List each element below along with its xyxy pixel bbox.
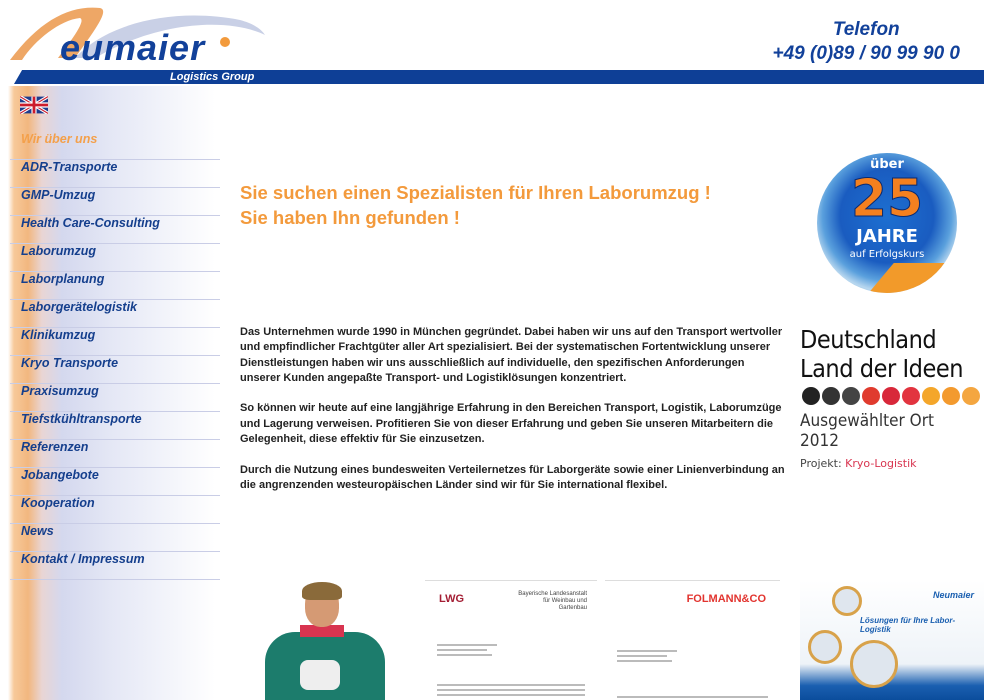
sidebar-item-laborplanung[interactable]: Laborplanung (10, 272, 220, 300)
sidebar-item-adr-transporte[interactable]: ADR-Transporte (10, 160, 220, 188)
sidebar-item-kooperation[interactable]: Kooperation (10, 496, 220, 524)
badge-bottom: auf Erfolgskurs (849, 249, 925, 260)
award-line-3: Ausgewählter Ort 2012 (800, 411, 935, 451)
employee-photo[interactable] (240, 580, 412, 700)
badge-top: über (870, 157, 904, 172)
sidebar-item-jobangebote[interactable]: Jobangebote (10, 468, 220, 496)
sidebar-item-wir-über-uns[interactable]: Wir über uns (10, 132, 220, 160)
logo-wordmark: eumaier (60, 27, 206, 68)
paragraph: So können wir heute auf eine langjährige Erfahrung in den Bereichen Transport, Logistik, Laborumzüge und Lagerung verweisen. Profitieren Sie von dieser Erfahrung und geben Sie unseren Mitarbeitern die Gelegenheit, diese effektiv für Sie einzusetzen. (240, 402, 782, 446)
award-project: Projekt: Kryo-Logistik (800, 457, 917, 470)
headline-line-1: Sie suchen einen Spezialisten für Ihren Laborumzug ! (240, 182, 711, 203)
road-graphic (860, 263, 957, 293)
badge-word: JAHRE (856, 226, 918, 247)
brochure-title: Lösungen für Ihre Labor-Logistik (860, 616, 956, 634)
main-nav (10, 132, 220, 580)
25-years-badge[interactable] (817, 153, 957, 293)
doc-logo: FOLMANN&CO (686, 593, 766, 605)
reference-letter-folmann[interactable] (605, 580, 780, 700)
land-der-ideen-award[interactable] (800, 325, 984, 473)
doc-logo: LWG (439, 593, 465, 605)
paragraph: Das Unternehmen wurde 1990 in München gegründet. Dabei haben wir uns auf den Transport wertvoller und empfindlicher Frachtgüter aller Art spezialisiert. Bei der systematischen Fortentwicklung unserer Dienstleistungen haben wir uns ausschließlich auf individuelle, den spezifischen Anforderungen unserer Kunden angepaßte Transport- und Logistiklösungen konzentriert. (240, 326, 783, 384)
sidebar-item-referenzen[interactable]: Referenzen (10, 440, 220, 468)
headline-line-2: Sie haben Ihn gefunden ! (240, 207, 460, 228)
sidebar-item-praxisumzug[interactable]: Praxisumzug (10, 384, 220, 412)
page-headline (240, 180, 711, 230)
paragraph: Durch die Nutzung eines bundesweiten Verteilernetzes für Laborgeräte sowie einer Linienverbindung an die angrenzenden westeuropäischen Länder sind wir für Sie international flexibel. (240, 463, 785, 491)
badge-number: 25 (850, 169, 924, 229)
brochure-logo: Neumaier (932, 590, 974, 600)
sidebar (0, 86, 222, 700)
sidebar-item-laborumzug[interactable]: Laborumzug (10, 244, 220, 272)
award-line-1: Deutschland (800, 325, 937, 354)
logo-subtitle: Logistics Group (170, 71, 255, 83)
brochure-labor-logistik[interactable] (800, 580, 984, 700)
sidebar-item-gmp-umzug[interactable]: GMP-Umzug (10, 188, 220, 216)
sidebar-item-klinikumzug[interactable]: Klinikumzug (10, 328, 220, 356)
intro-text (240, 325, 785, 509)
award-line-2: Land der Ideen (800, 354, 964, 383)
reference-letter-lwg[interactable] (425, 580, 597, 700)
uk-flag-icon[interactable] (20, 96, 48, 114)
doc-org: Bayerische Landesanstalt für Weinbau und Gartenbau (518, 591, 587, 611)
flower-dots-icon (802, 387, 984, 405)
sidebar-item-kryo-transporte[interactable]: Kryo Transporte (10, 356, 220, 384)
sidebar-item-tiefstkühltransporte[interactable]: Tiefstkühltransporte (10, 412, 220, 440)
sidebar-item-news[interactable]: News (10, 524, 220, 552)
sidebar-item-kontakt-impressum[interactable]: Kontakt / Impressum (10, 552, 220, 580)
header (0, 0, 984, 86)
phone-number[interactable]: +49 (0)89 / 90 99 90 0 (772, 43, 960, 64)
phone-label: Telefon (832, 19, 900, 40)
sidebar-item-laborgerätelogistik[interactable]: Laborgerätelogistik (10, 300, 220, 328)
sidebar-item-health-care-consulting[interactable]: Health Care-Consulting (10, 216, 220, 244)
neumaier-logo[interactable] (0, 0, 300, 86)
phone-block (772, 18, 960, 66)
